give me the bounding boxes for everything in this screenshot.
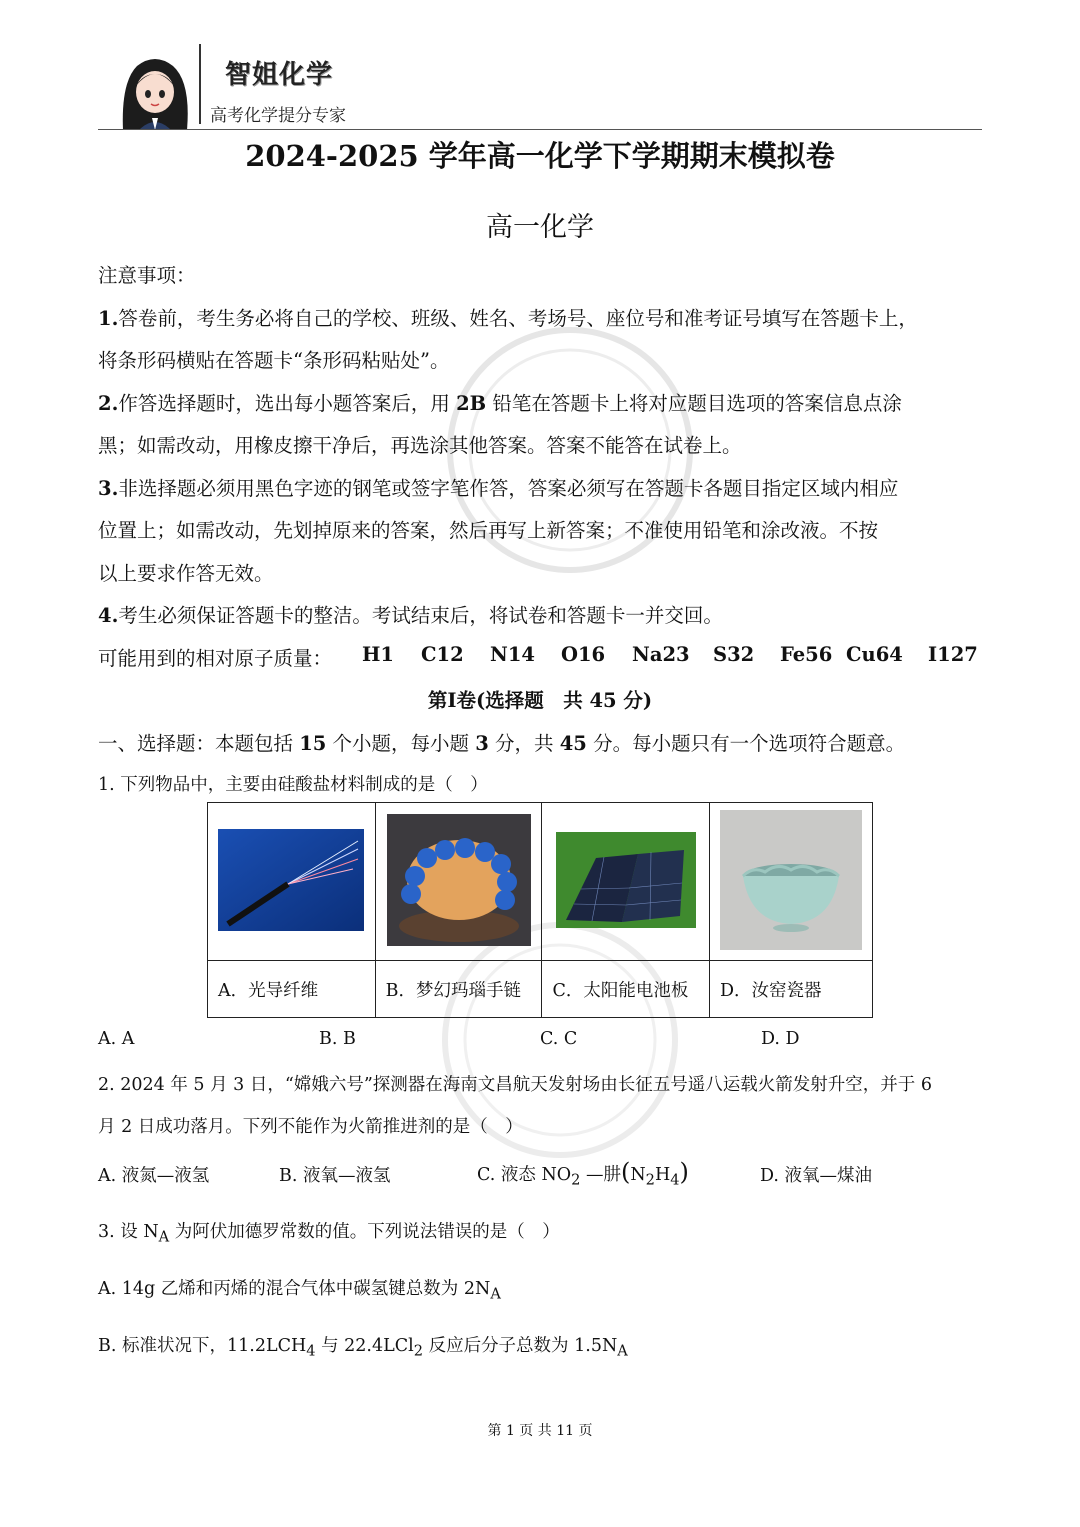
atomic-mass-na: Na23 [632, 643, 690, 666]
q1-answer-c: C. C [540, 1029, 578, 1049]
page-subtitle: 高一化学 [486, 212, 594, 243]
option-a-label: A．光导纤维 [208, 961, 376, 1018]
note-text: 非选择题必须用黑色字迹的钢笔或签字笔作答，答案必须写在答题卡各题目指定区域内相应 [118, 477, 899, 500]
subscript: 2 [413, 1342, 423, 1360]
option-d-image-cell [709, 803, 872, 961]
text: H [654, 1165, 671, 1185]
intro-text: 分。每小题只有一个选项符合题意。 [586, 732, 906, 755]
note-3-line-2: 位置上；如需改动，先划掉原来的答案，然后再写上新答案；不准使用铅笔和涂改液。不按 [98, 519, 879, 542]
subscript: 2 [571, 1171, 581, 1189]
intro-text: 分，共 [488, 732, 560, 755]
q2-option-a: A. 液氮—液氢 [98, 1166, 210, 1186]
paren-open: ( [620, 1158, 631, 1186]
intro-num: 15 [299, 732, 327, 755]
question-2-stem-line-1: 2. 2024 年 5 月 3 日，“嫦娥六号”探测器在海南文昌航天发射场由长征五号遥八运载火箭发射升空，并于 6 [98, 1075, 932, 1095]
intro-text: 一、选择题：本题包括 [98, 732, 300, 755]
brand-name: 智姐化学 [225, 60, 334, 90]
brand-slogan: 高考化学提分专家 [210, 106, 346, 126]
option-c-label: C．太阳能电池板 [542, 961, 709, 1018]
note-number: 3. [98, 477, 119, 500]
note-3-line-1 [98, 473, 898, 501]
paren-close: ) [679, 1158, 689, 1186]
section-title: 第I卷(选择题 共 45 分) [427, 689, 653, 712]
note-3-line-3: 以上要求作答无效。 [98, 562, 274, 585]
option-c-image-cell [542, 803, 709, 961]
note-number: 2. [98, 392, 119, 415]
subscript: A [617, 1342, 628, 1360]
subscript: A [490, 1285, 501, 1303]
question-1-stem: 1. 下列物品中，主要由硅酸盐材料制成的是（ ） [98, 775, 488, 795]
subscript: A [158, 1228, 170, 1246]
atomic-mass-o: O16 [561, 643, 606, 666]
option-b-image-cell [375, 803, 542, 961]
text: —肼 [580, 1165, 621, 1185]
brand-avatar [115, 52, 195, 130]
optical-fiber-image [218, 829, 364, 931]
q1-answer-b: B. B [319, 1029, 356, 1049]
note-text: 作答选择题时，选出每小题答案后，用 [118, 392, 457, 415]
header-divider [199, 44, 201, 124]
q3-option-b [98, 1332, 628, 1360]
text: N [630, 1165, 646, 1185]
subscript: 4 [306, 1342, 316, 1360]
note-number: 1. [98, 307, 119, 330]
agate-bracelet-image [387, 814, 531, 946]
q1-answer-a: A. A [98, 1029, 135, 1049]
note-1-line-2: 将条形码横贴在答题卡“条形码粘贴处”。 [98, 349, 450, 372]
intro-text: 个小题，每小题 [326, 732, 476, 755]
q3-option-a [98, 1275, 501, 1303]
text: A. 14g 乙烯和丙烯的混合气体中碳氢键总数为 2N [98, 1279, 491, 1299]
note-1-line-1 [98, 303, 918, 331]
solar-panel-image [556, 832, 696, 928]
note-text: 答卷前，考生务必将自己的学校、班级、姓名、考场号、座位号和准考证号填写在答题卡上， [118, 307, 918, 330]
section-intro [98, 728, 905, 756]
intro-num: 45 [559, 732, 587, 755]
note-4-line-1 [98, 600, 723, 628]
text: 反应后分子总数为 1.5N [423, 1336, 618, 1356]
atomic-mass-cu: Cu64 [846, 643, 903, 666]
subscript: 4 [670, 1171, 680, 1189]
question-1-options-table [207, 802, 873, 1018]
subscript: 2 [645, 1171, 655, 1189]
note-text-bold: 2B [456, 392, 487, 415]
q2-option-d: D. 液氧—煤油 [760, 1166, 873, 1186]
atomic-mass-c: C12 [421, 643, 464, 666]
note-2-line-2: 黑；如需改动，用橡皮擦干净后，再选涂其他答案。答案不能答在试卷上。 [98, 434, 742, 457]
question-3-stem [98, 1218, 560, 1246]
atomic-mass-i: I127 [928, 643, 978, 666]
option-a-image-cell [208, 803, 376, 961]
atomic-mass-n: N14 [490, 643, 535, 666]
question-2-stem-line-2: 月 2 日成功落月。下列不能作为火箭推进剂的是（ ） [98, 1117, 523, 1137]
header-rule [98, 129, 982, 130]
text: C. 液态 NO [477, 1165, 572, 1185]
atomic-mass-h: H1 [362, 643, 394, 666]
q2-option-c [477, 1158, 689, 1189]
q2-option-b: B. 液氧—液氢 [279, 1166, 391, 1186]
text: 与 22.4LCl [315, 1336, 414, 1356]
atomic-mass-label: 可能用到的相对原子质量： [98, 647, 333, 670]
page-number: 第 1 页 共 11 页 [487, 1423, 593, 1439]
intro-num: 3 [475, 732, 489, 755]
atomic-mass-fe: Fe56 [780, 643, 833, 666]
notice-heading: 注意事项： [98, 264, 196, 287]
note-2-line-1 [98, 388, 902, 416]
page-title: 2024-2025 学年高一化学下学期期末模拟卷 [245, 139, 835, 173]
atomic-mass-s: S32 [713, 643, 755, 666]
note-number: 4. [98, 604, 119, 627]
text: B. 标准状况下，11.2LCH [98, 1336, 307, 1356]
text: 为阿伏加德罗常数的值。下列说法错误的是（ ） [169, 1222, 560, 1242]
note-text: 考生必须保证答题卡的整洁。考试结束后，将试卷和答题卡一并交回。 [118, 604, 723, 627]
note-text: 铅笔在答题卡上将对应题目选项的答案信息点涂 [486, 392, 902, 415]
option-d-label: D．汝窑瓷器 [709, 961, 872, 1018]
option-b-label: B．梦幻玛瑙手链 [375, 961, 542, 1018]
ru-kiln-porcelain-image [720, 810, 862, 950]
text: 3. 设 N [98, 1222, 159, 1242]
q1-answer-d: D. D [761, 1029, 800, 1049]
